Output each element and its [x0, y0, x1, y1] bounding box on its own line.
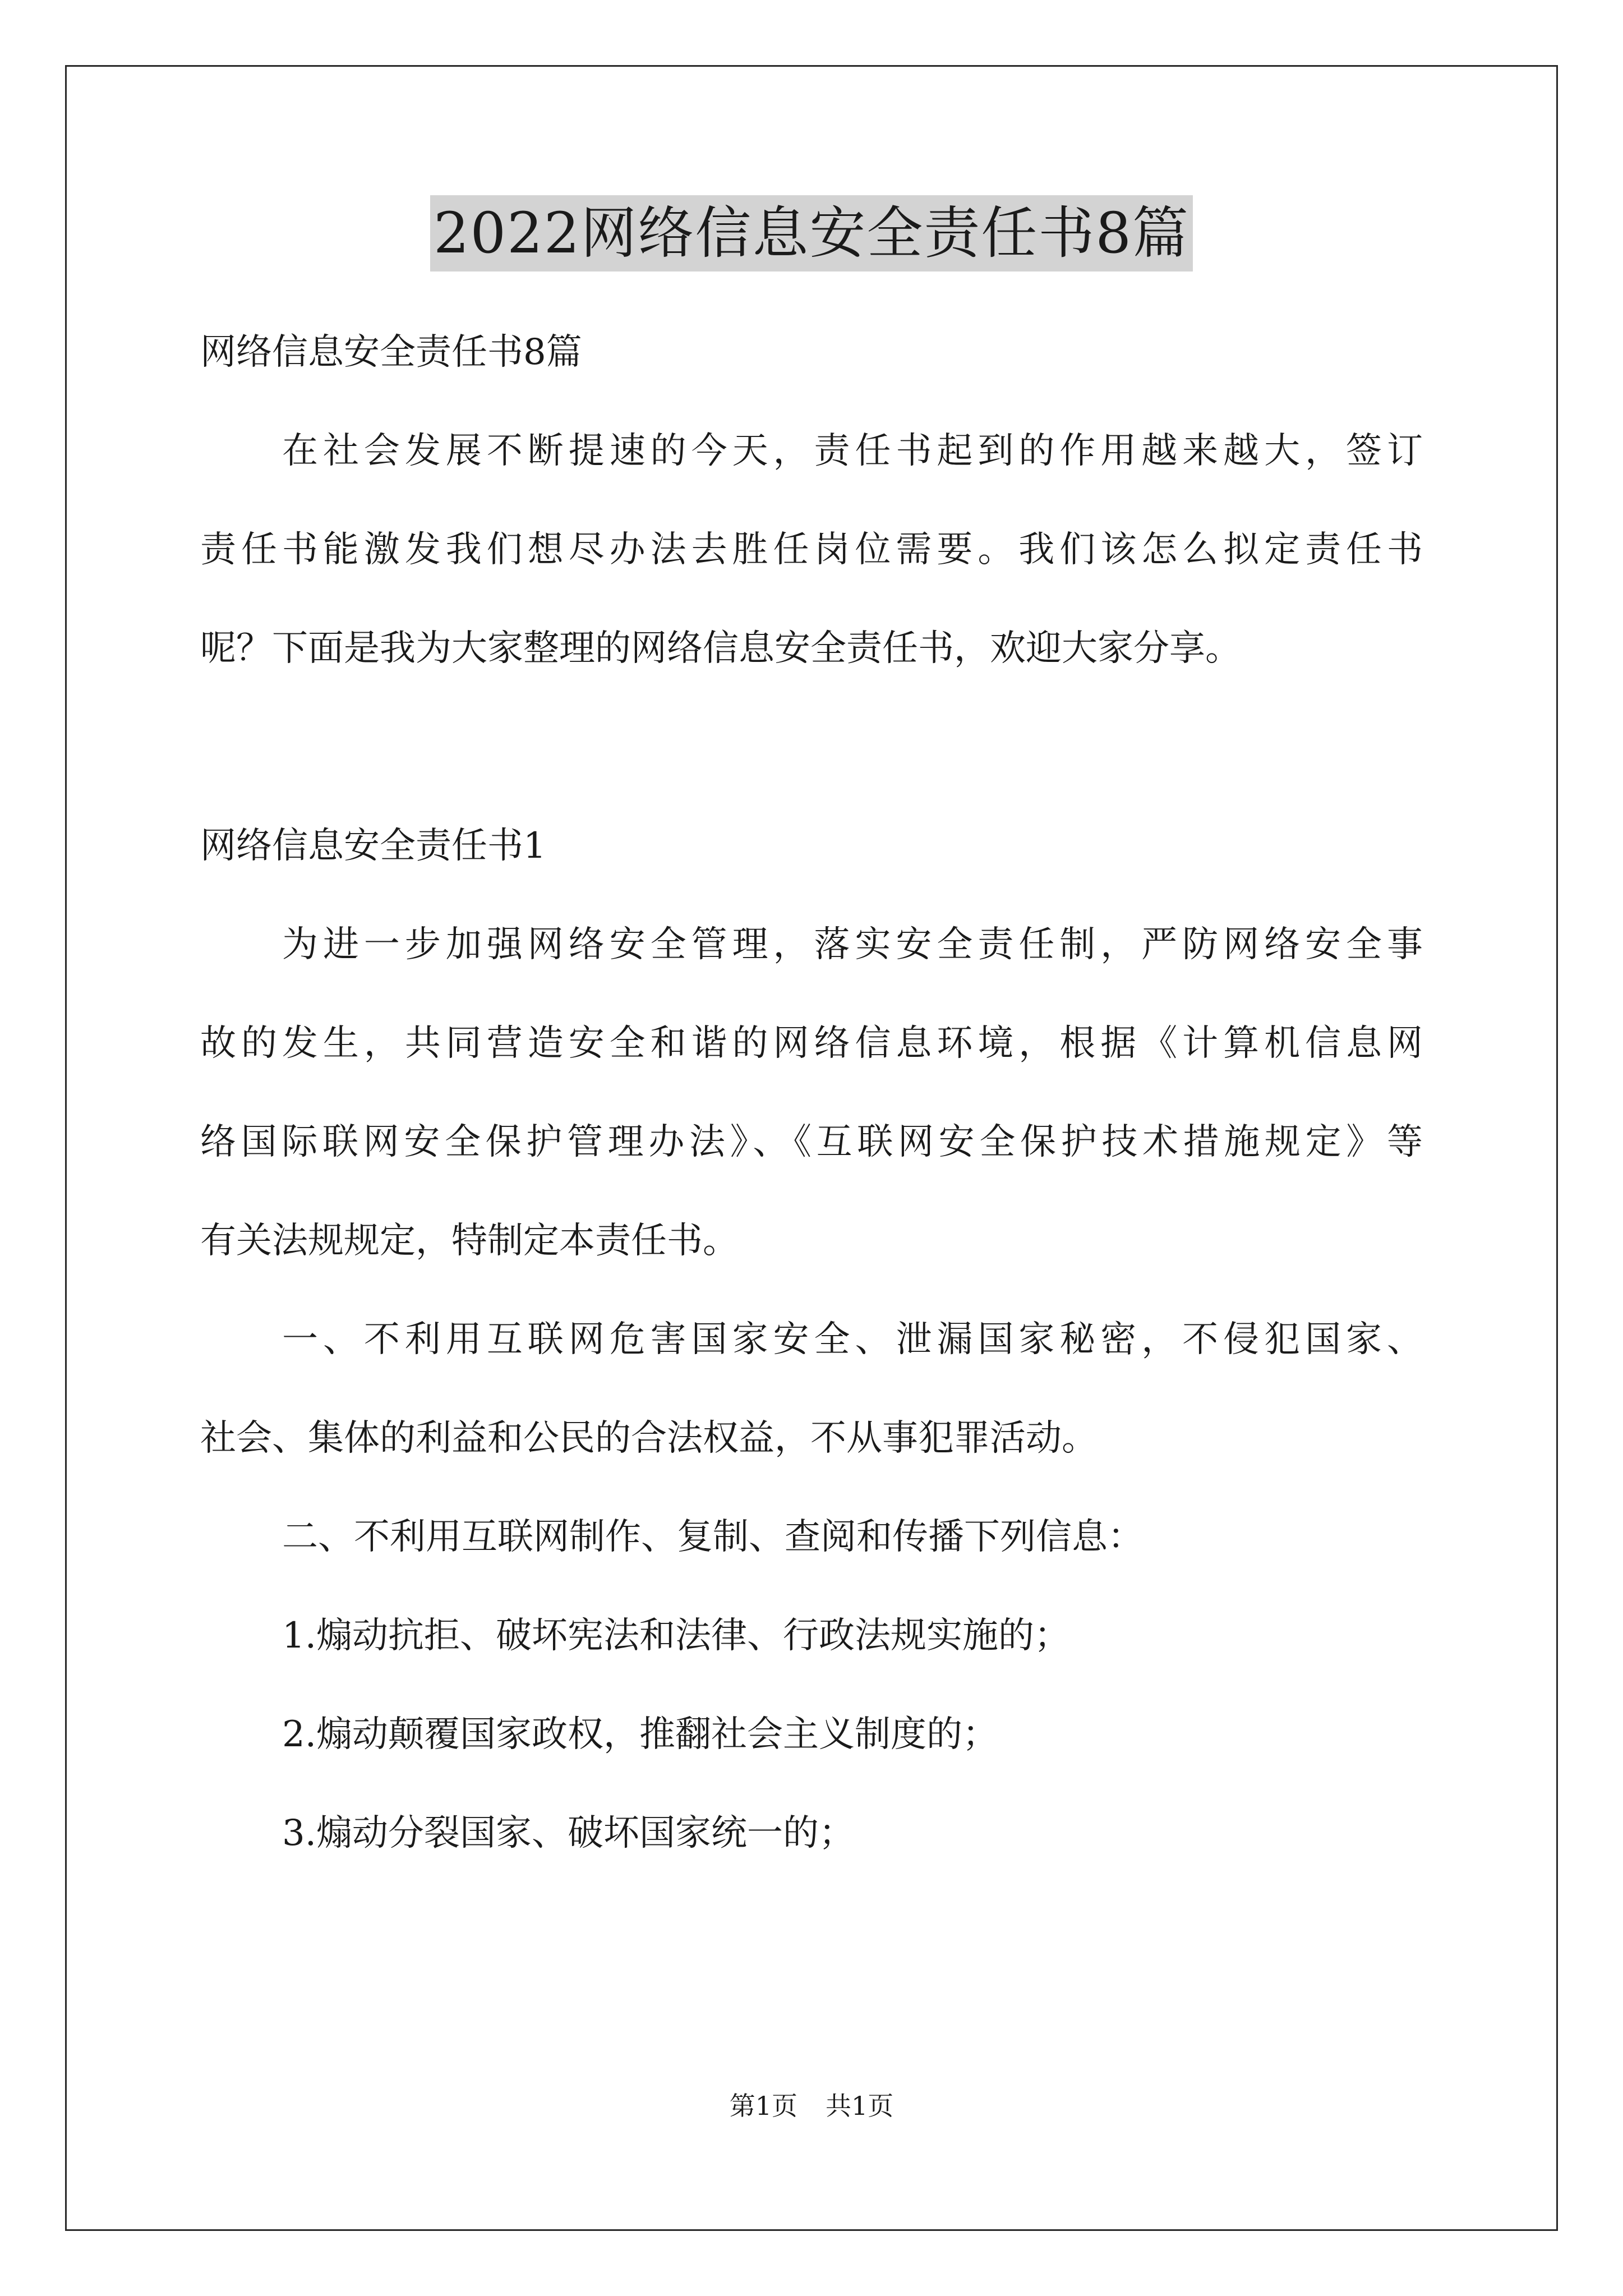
- sub-item-1: 1.煽动抗拒、破坏宪法和法律、行政法规实施的；: [282, 1615, 1071, 1657]
- item-one-line-1: 一、不利用互联网危害国家安全、泄漏国家秘密，不侵犯国家、: [282, 1319, 1423, 1360]
- item-one-line-2: 社会、集体的利益和公民的合法权益，不从事犯罪活动。: [200, 1418, 1098, 1459]
- document-title: 2022网络信息安全责任书8篇: [430, 195, 1193, 272]
- page-number: 第1页: [729, 2091, 797, 2121]
- page-footer: [0, 2089, 1623, 2123]
- intro-line-1: 在社会发展不断提速的今天，责任书起到的作用越来越大，签订: [282, 430, 1423, 472]
- intro-line-2: 责任书能激发我们想尽办法去胜任岗位需要。我们该怎么拟定责任书: [200, 529, 1423, 570]
- spacer: [200, 698, 1423, 797]
- section-heading: 网络信息安全责任书1: [200, 825, 546, 867]
- title-container: [0, 195, 1623, 272]
- paragraph-line-4: 有关法规规定，特制定本责任书。: [200, 1220, 739, 1262]
- paragraph-line-1: 为进一步加强网络安全管理，落实安全责任制，严防网络安全事: [282, 924, 1423, 965]
- document-subtitle: 网络信息安全责任书8篇: [200, 332, 582, 373]
- intro-line-3: 呢？下面是我为大家整理的网络信息安全责任书，欢迎大家分享。: [200, 628, 1241, 669]
- paragraph-line-3: 络国际联网安全保护管理办法》、《互联网安全保护技术措施规定》等: [200, 1121, 1423, 1163]
- page-total: 共1页: [826, 2091, 894, 2121]
- item-two: 二、不利用互联网制作、复制、查阅和传播下列信息：: [282, 1516, 1144, 1558]
- document-body: [200, 303, 1423, 1883]
- paragraph-line-2: 故的发生，共同营造安全和谐的网络信息环境，根据《计算机信息网: [200, 1023, 1423, 1064]
- sub-item-3: 3.煽动分裂国家、破坏国家统一的；: [282, 1812, 855, 1854]
- sub-item-2: 2.煽动颠覆国家政权，推翻社会主义制度的；: [282, 1714, 999, 1755]
